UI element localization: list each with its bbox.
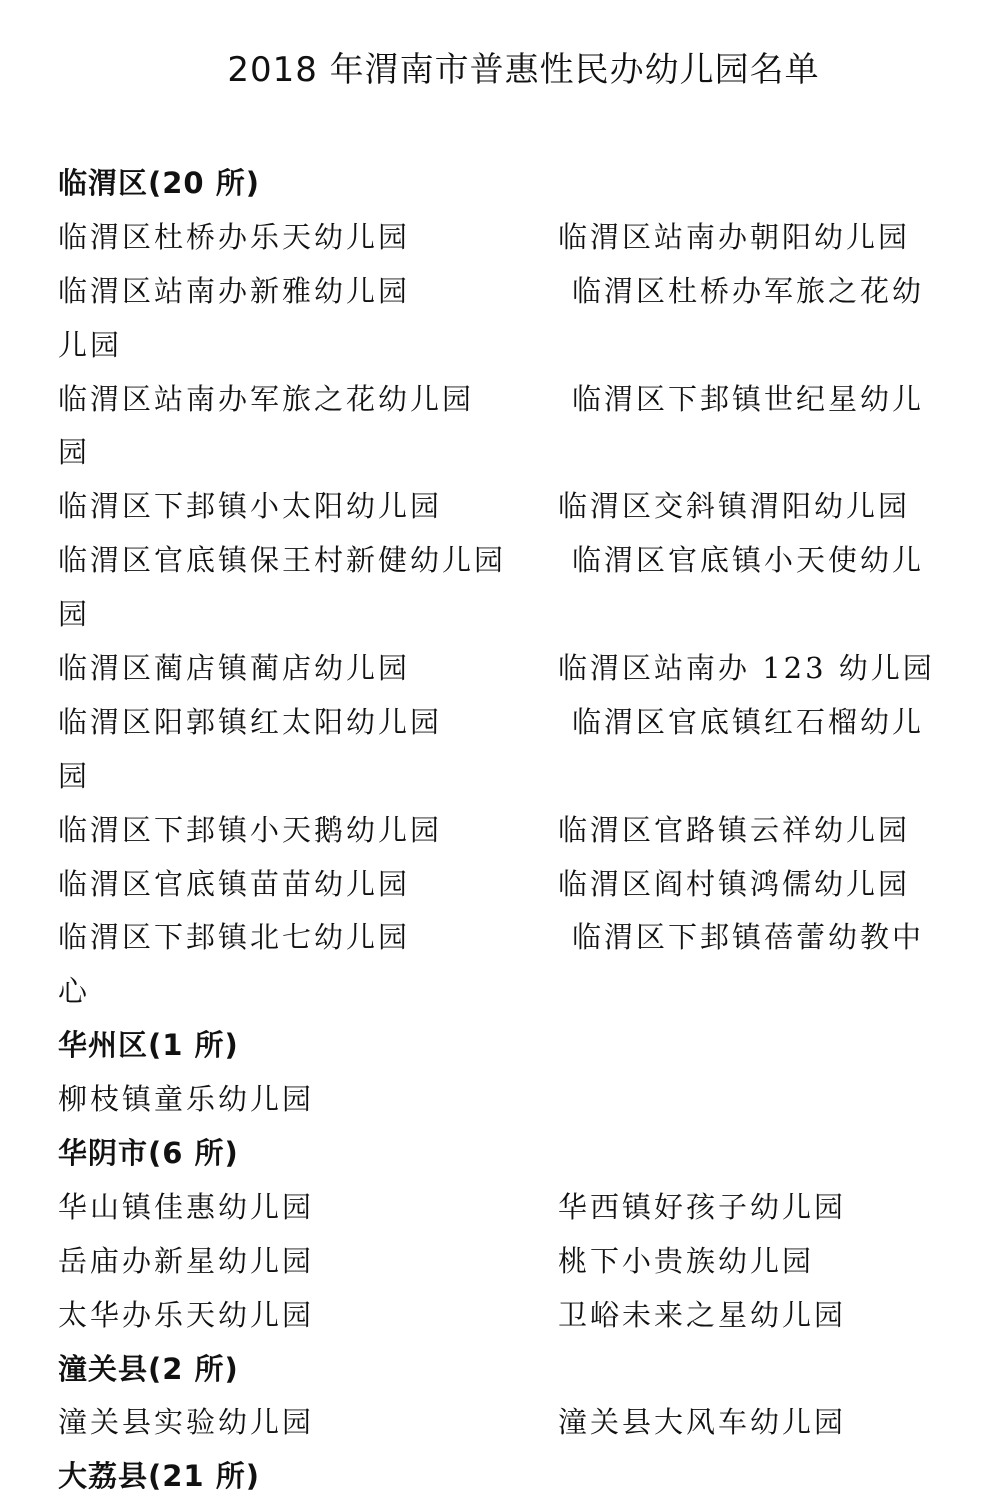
list-item-right: 临渭区官底镇红石榴幼儿 [572, 704, 925, 739]
list-item-right: 卫峪未来之星幼儿园 [558, 1297, 847, 1332]
list-row [58, 265, 958, 319]
district-heading-text: 华阴市(6 所) [58, 1136, 239, 1171]
list-item-left: 太华办乐天幼儿园 [58, 1297, 315, 1332]
list-row [58, 1235, 958, 1289]
list-item-left: 潼关县实验幼儿园 [58, 1405, 315, 1440]
list-row [58, 373, 958, 427]
list-item-left: 临渭区蔺店镇蔺店幼儿园 [58, 651, 411, 686]
list-item-left: 岳庙办新星幼儿园 [58, 1243, 315, 1278]
list-row [58, 858, 958, 912]
list-item-right: 临渭区交斜镇渭阳幼儿园 [558, 489, 911, 524]
list-item-left: 临渭区下邽镇小天鹅幼儿园 [58, 812, 443, 847]
list-item-left: 临渭区官底镇苗苗幼儿园 [58, 866, 411, 901]
list-item-left: 园 [58, 435, 91, 470]
list-item-right: 临渭区官路镇云祥幼儿园 [558, 812, 911, 847]
list-item-right: 临渭区杜桥办军旅之花幼 [572, 273, 925, 308]
list-row [58, 211, 958, 265]
list-row [58, 480, 958, 534]
list-item-left: 临渭区阳郭镇红太阳幼儿园 [58, 704, 443, 739]
list-item-left: 临渭区下邽镇北七幼儿园 [58, 920, 411, 955]
list-row [58, 642, 958, 696]
list-item-right: 临渭区官底镇小天使幼儿 [572, 543, 925, 578]
list-item-left: 园 [58, 758, 91, 793]
district-heading [58, 1343, 958, 1397]
list-item-left: 园 [58, 597, 91, 632]
list-item-right: 华西镇好孩子幼儿园 [558, 1189, 847, 1224]
list-item-right: 临渭区站南办朝阳幼儿园 [558, 219, 911, 254]
list-item-left: 临渭区官底镇保王村新健幼儿园 [58, 543, 507, 578]
list-item-right: 临渭区下邽镇世纪星幼儿 [572, 381, 925, 416]
wrapped-line [58, 319, 958, 373]
list-row [58, 696, 958, 750]
kindergarten-list [58, 157, 958, 1504]
document-title: 2018 年渭南市普惠性民办幼儿园名单 [227, 50, 820, 90]
wrapped-line [58, 588, 958, 642]
list-row [58, 1181, 958, 1235]
list-item-left: 儿园 [58, 327, 123, 362]
list-row [58, 911, 958, 965]
list-item-left: 心 [58, 974, 91, 1009]
list-item-left: 临渭区站南办军旅之花幼儿园 [58, 381, 475, 416]
district-heading-text: 临渭区(20 所) [58, 166, 260, 200]
district-heading [58, 1127, 958, 1181]
district-heading-text: 大荔县(21 所) [58, 1459, 260, 1494]
list-item-left: 临渭区下邽镇小太阳幼儿园 [58, 489, 443, 524]
district-heading-text: 潼关县(2 所) [58, 1351, 239, 1386]
list-item-right: 临渭区下邽镇蓓蕾幼教中 [572, 920, 925, 955]
list-item-left: 柳枝镇童乐幼儿园 [58, 1082, 315, 1117]
district-heading-text: 华州区(1 所) [58, 1028, 239, 1063]
list-item-right: 潼关县大风车幼儿园 [558, 1405, 847, 1440]
list-item-right: 临渭区阎村镇鸿儒幼儿园 [558, 866, 911, 901]
list-row [58, 1073, 958, 1127]
list-item-left: 临渭区站南办新雅幼儿园 [58, 273, 411, 308]
wrapped-line [58, 750, 958, 804]
district-heading [58, 1019, 958, 1073]
list-item-left: 临渭区杜桥办乐天幼儿园 [58, 219, 411, 254]
list-item-right: 桃下小贵族幼儿园 [558, 1243, 815, 1278]
wrapped-line [58, 426, 958, 480]
list-item-right: 临渭区站南办 123 幼儿园 [558, 651, 935, 686]
list-item-left: 华山镇佳惠幼儿园 [58, 1189, 315, 1224]
list-row [58, 804, 958, 858]
wrapped-line [58, 965, 958, 1019]
list-row [58, 1289, 958, 1343]
district-heading [58, 157, 958, 211]
district-heading [58, 1450, 958, 1504]
list-row [58, 534, 958, 588]
list-row [58, 1396, 958, 1450]
